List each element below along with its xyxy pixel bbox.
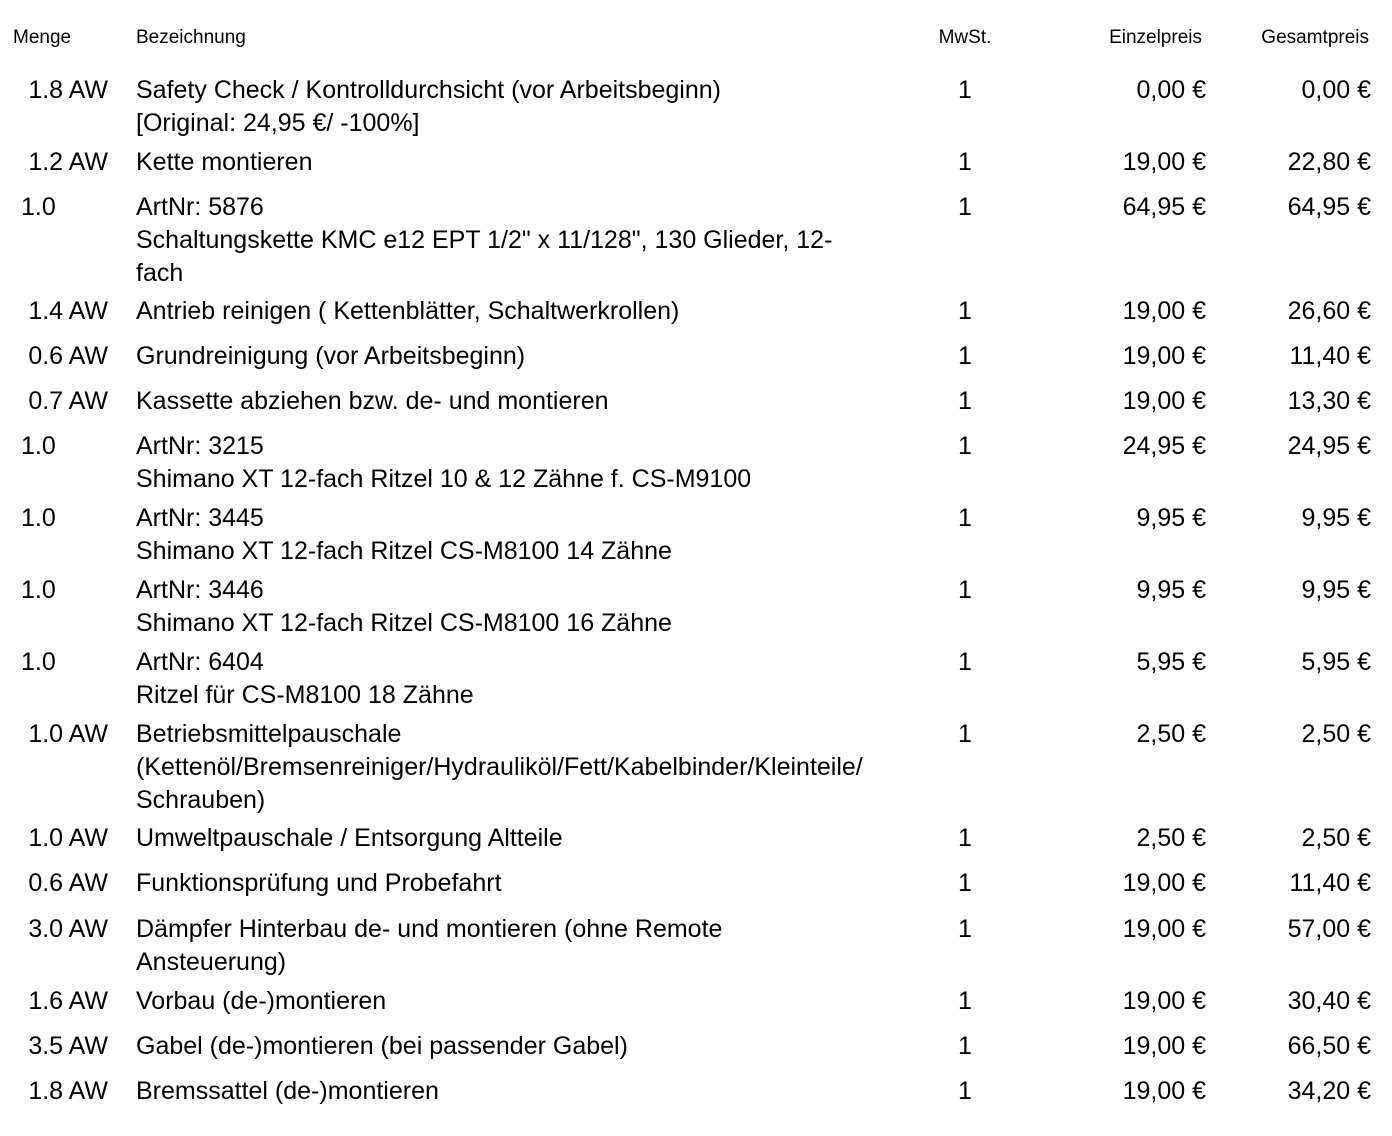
table-header bbox=[0, 27, 1392, 51]
row-unit-price: 2,50 € bbox=[1136, 824, 1206, 852]
row-unit-price: 9,95 € bbox=[1136, 504, 1206, 532]
header-unit-price: Einzelpreis bbox=[1109, 27, 1202, 48]
table-row bbox=[0, 74, 1392, 140]
table-row bbox=[0, 385, 1392, 418]
row-quantity: 1.0 bbox=[21, 648, 56, 676]
row-quantity: 1.4 AW bbox=[28, 297, 108, 325]
row-description bbox=[136, 822, 926, 855]
row-unit-price: 9,95 € bbox=[1136, 576, 1206, 604]
row-total-price: 30,40 € bbox=[1287, 987, 1371, 1015]
description-line: ArtNr: 3446 bbox=[136, 576, 264, 604]
row-quantity: 0.7 AW bbox=[28, 387, 108, 415]
row-description bbox=[136, 74, 926, 140]
row-description bbox=[136, 574, 926, 640]
row-total-price: 11,40 € bbox=[1289, 342, 1371, 370]
row-unit-price: 19,00 € bbox=[1122, 148, 1206, 176]
table-row bbox=[0, 191, 1392, 290]
description-line: (Kettenöl/Bremsenreiniger/Hydrauliköl/Fett/Kabelbinder/Kleinteile/ bbox=[136, 753, 863, 781]
description-line: Safety Check / Kontrolldurchsicht (vor Arbeitsbeginn) bbox=[136, 76, 721, 104]
row-total-price: 9,95 € bbox=[1301, 576, 1371, 604]
table-row bbox=[0, 574, 1392, 640]
row-vat: 1 bbox=[958, 1032, 972, 1060]
description-line: Shimano XT 12-fach Ritzel CS-M8100 16 Zähne bbox=[136, 609, 672, 637]
description-line: Betriebsmittelpauschale bbox=[136, 720, 402, 748]
description-line: Schrauben) bbox=[136, 786, 266, 814]
row-vat: 1 bbox=[958, 915, 972, 943]
row-quantity: 1.0 bbox=[21, 432, 56, 460]
row-vat: 1 bbox=[958, 387, 972, 415]
row-vat: 1 bbox=[958, 148, 972, 176]
table-row bbox=[0, 502, 1392, 568]
table-row bbox=[0, 646, 1392, 712]
row-vat: 1 bbox=[958, 297, 972, 325]
row-vat: 1 bbox=[958, 193, 972, 221]
row-description bbox=[136, 430, 926, 496]
description-line: Ansteuerung) bbox=[136, 948, 287, 976]
row-total-price: 57,00 € bbox=[1287, 915, 1371, 943]
row-total-price: 64,95 € bbox=[1287, 193, 1371, 221]
table-row bbox=[0, 985, 1392, 1018]
row-vat: 1 bbox=[958, 576, 972, 604]
row-description bbox=[136, 867, 926, 900]
row-quantity: 0.6 AW bbox=[28, 342, 108, 370]
description-line: Shimano XT 12-fach Ritzel 10 & 12 Zähne f. CS-M9100 bbox=[136, 465, 752, 493]
row-quantity: 3.5 AW bbox=[28, 1032, 108, 1060]
row-vat: 1 bbox=[958, 824, 972, 852]
header-qty: Menge bbox=[13, 27, 72, 48]
description-line: Funktionsprüfung und Probefahrt bbox=[136, 869, 502, 897]
row-total-price: 5,95 € bbox=[1301, 648, 1371, 676]
row-unit-price: 19,00 € bbox=[1122, 1032, 1206, 1060]
header-total-price: Gesamtpreis bbox=[1261, 27, 1369, 48]
description-line: Schaltungskette KMC e12 EPT 1/2" x 11/128", 130 Glieder, 12- bbox=[136, 226, 833, 254]
row-total-price: 26,60 € bbox=[1287, 297, 1371, 325]
table-row bbox=[0, 430, 1392, 496]
description-line: Bremssattel (de-)montieren bbox=[136, 1077, 439, 1105]
table-row bbox=[0, 146, 1392, 179]
description-line: ArtNr: 3215 bbox=[136, 432, 264, 460]
row-quantity: 3.0 AW bbox=[28, 915, 108, 943]
row-description bbox=[136, 1075, 926, 1108]
row-unit-price: 5,95 € bbox=[1136, 648, 1206, 676]
table-row bbox=[0, 913, 1392, 979]
table-row bbox=[0, 718, 1392, 817]
row-unit-price: 19,00 € bbox=[1122, 987, 1206, 1015]
row-unit-price: 19,00 € bbox=[1122, 915, 1206, 943]
row-unit-price: 0,00 € bbox=[1136, 76, 1206, 104]
header-description: Bezeichnung bbox=[136, 27, 246, 48]
row-vat: 1 bbox=[958, 1077, 972, 1105]
row-unit-price: 19,00 € bbox=[1122, 1077, 1206, 1105]
row-quantity: 1.0 bbox=[21, 193, 56, 221]
row-description bbox=[136, 985, 926, 1018]
row-description bbox=[136, 502, 926, 568]
description-line: Gabel (de-)montieren (bei passender Gabel) bbox=[136, 1032, 628, 1060]
row-description bbox=[136, 295, 926, 328]
table-row bbox=[0, 340, 1392, 373]
row-vat: 1 bbox=[958, 720, 972, 748]
row-vat: 1 bbox=[958, 987, 972, 1015]
row-total-price: 0,00 € bbox=[1301, 76, 1371, 104]
description-line: Antrieb reinigen ( Kettenblätter, Schaltwerkrollen) bbox=[136, 297, 680, 325]
description-line: Grundreinigung (vor Arbeitsbeginn) bbox=[136, 342, 526, 370]
row-total-price: 2,50 € bbox=[1301, 824, 1371, 852]
row-vat: 1 bbox=[958, 869, 972, 897]
row-quantity: 1.6 AW bbox=[28, 987, 108, 1015]
row-unit-price: 19,00 € bbox=[1122, 869, 1206, 897]
row-unit-price: 19,00 € bbox=[1122, 297, 1206, 325]
description-line: fach bbox=[136, 259, 184, 287]
description-line: Kette montieren bbox=[136, 148, 313, 176]
row-description bbox=[136, 146, 926, 179]
row-total-price: 9,95 € bbox=[1301, 504, 1371, 532]
row-unit-price: 24,95 € bbox=[1122, 432, 1206, 460]
row-unit-price: 2,50 € bbox=[1136, 720, 1206, 748]
row-quantity: 1.0 AW bbox=[28, 824, 108, 852]
row-total-price: 24,95 € bbox=[1287, 432, 1371, 460]
description-line: Ritzel für CS-M8100 18 Zähne bbox=[136, 681, 474, 709]
description-line: ArtNr: 3445 bbox=[136, 504, 264, 532]
description-line: Kassette abziehen bzw. de- und montieren bbox=[136, 387, 609, 415]
row-unit-price: 19,00 € bbox=[1122, 342, 1206, 370]
table-row bbox=[0, 1030, 1392, 1063]
row-total-price: 66,50 € bbox=[1287, 1032, 1371, 1060]
header-vat: MwSt. bbox=[938, 27, 992, 48]
table-row bbox=[0, 822, 1392, 855]
row-quantity: 0.6 AW bbox=[28, 869, 108, 897]
row-quantity: 1.0 AW bbox=[28, 720, 108, 748]
row-description bbox=[136, 385, 926, 418]
row-unit-price: 19,00 € bbox=[1122, 387, 1206, 415]
description-line: Vorbau (de-)montieren bbox=[136, 987, 387, 1015]
row-description bbox=[136, 646, 926, 712]
description-line: ArtNr: 6404 bbox=[136, 648, 264, 676]
table-row bbox=[0, 295, 1392, 328]
row-total-price: 11,40 € bbox=[1289, 869, 1371, 897]
row-quantity: 1.0 bbox=[21, 576, 56, 604]
row-total-price: 22,80 € bbox=[1287, 148, 1371, 176]
row-total-price: 34,20 € bbox=[1287, 1077, 1371, 1105]
row-vat: 1 bbox=[958, 648, 972, 676]
row-description bbox=[136, 718, 926, 817]
row-description bbox=[136, 1030, 926, 1063]
row-description bbox=[136, 191, 926, 290]
description-line: [Original: 24,95 €/ -100%] bbox=[136, 109, 420, 137]
row-quantity: 1.2 AW bbox=[28, 148, 108, 176]
description-line: ArtNr: 5876 bbox=[136, 193, 264, 221]
row-vat: 1 bbox=[958, 342, 972, 370]
row-unit-price: 64,95 € bbox=[1122, 193, 1206, 221]
row-vat: 1 bbox=[958, 504, 972, 532]
row-quantity: 1.8 AW bbox=[28, 76, 108, 104]
description-line: Shimano XT 12-fach Ritzel CS-M8100 14 Zähne bbox=[136, 537, 672, 565]
row-description bbox=[136, 913, 926, 979]
row-quantity: 1.0 bbox=[21, 504, 56, 532]
description-line: Dämpfer Hinterbau de- und montieren (ohne Remote bbox=[136, 915, 723, 943]
row-total-price: 2,50 € bbox=[1301, 720, 1371, 748]
row-vat: 1 bbox=[958, 76, 972, 104]
row-vat: 1 bbox=[958, 432, 972, 460]
table-row bbox=[0, 867, 1392, 900]
row-description bbox=[136, 340, 926, 373]
table-row bbox=[0, 1075, 1392, 1108]
row-quantity: 1.8 AW bbox=[28, 1077, 108, 1105]
description-line: Umweltpauschale / Entsorgung Altteile bbox=[136, 824, 563, 852]
row-total-price: 13,30 € bbox=[1287, 387, 1371, 415]
